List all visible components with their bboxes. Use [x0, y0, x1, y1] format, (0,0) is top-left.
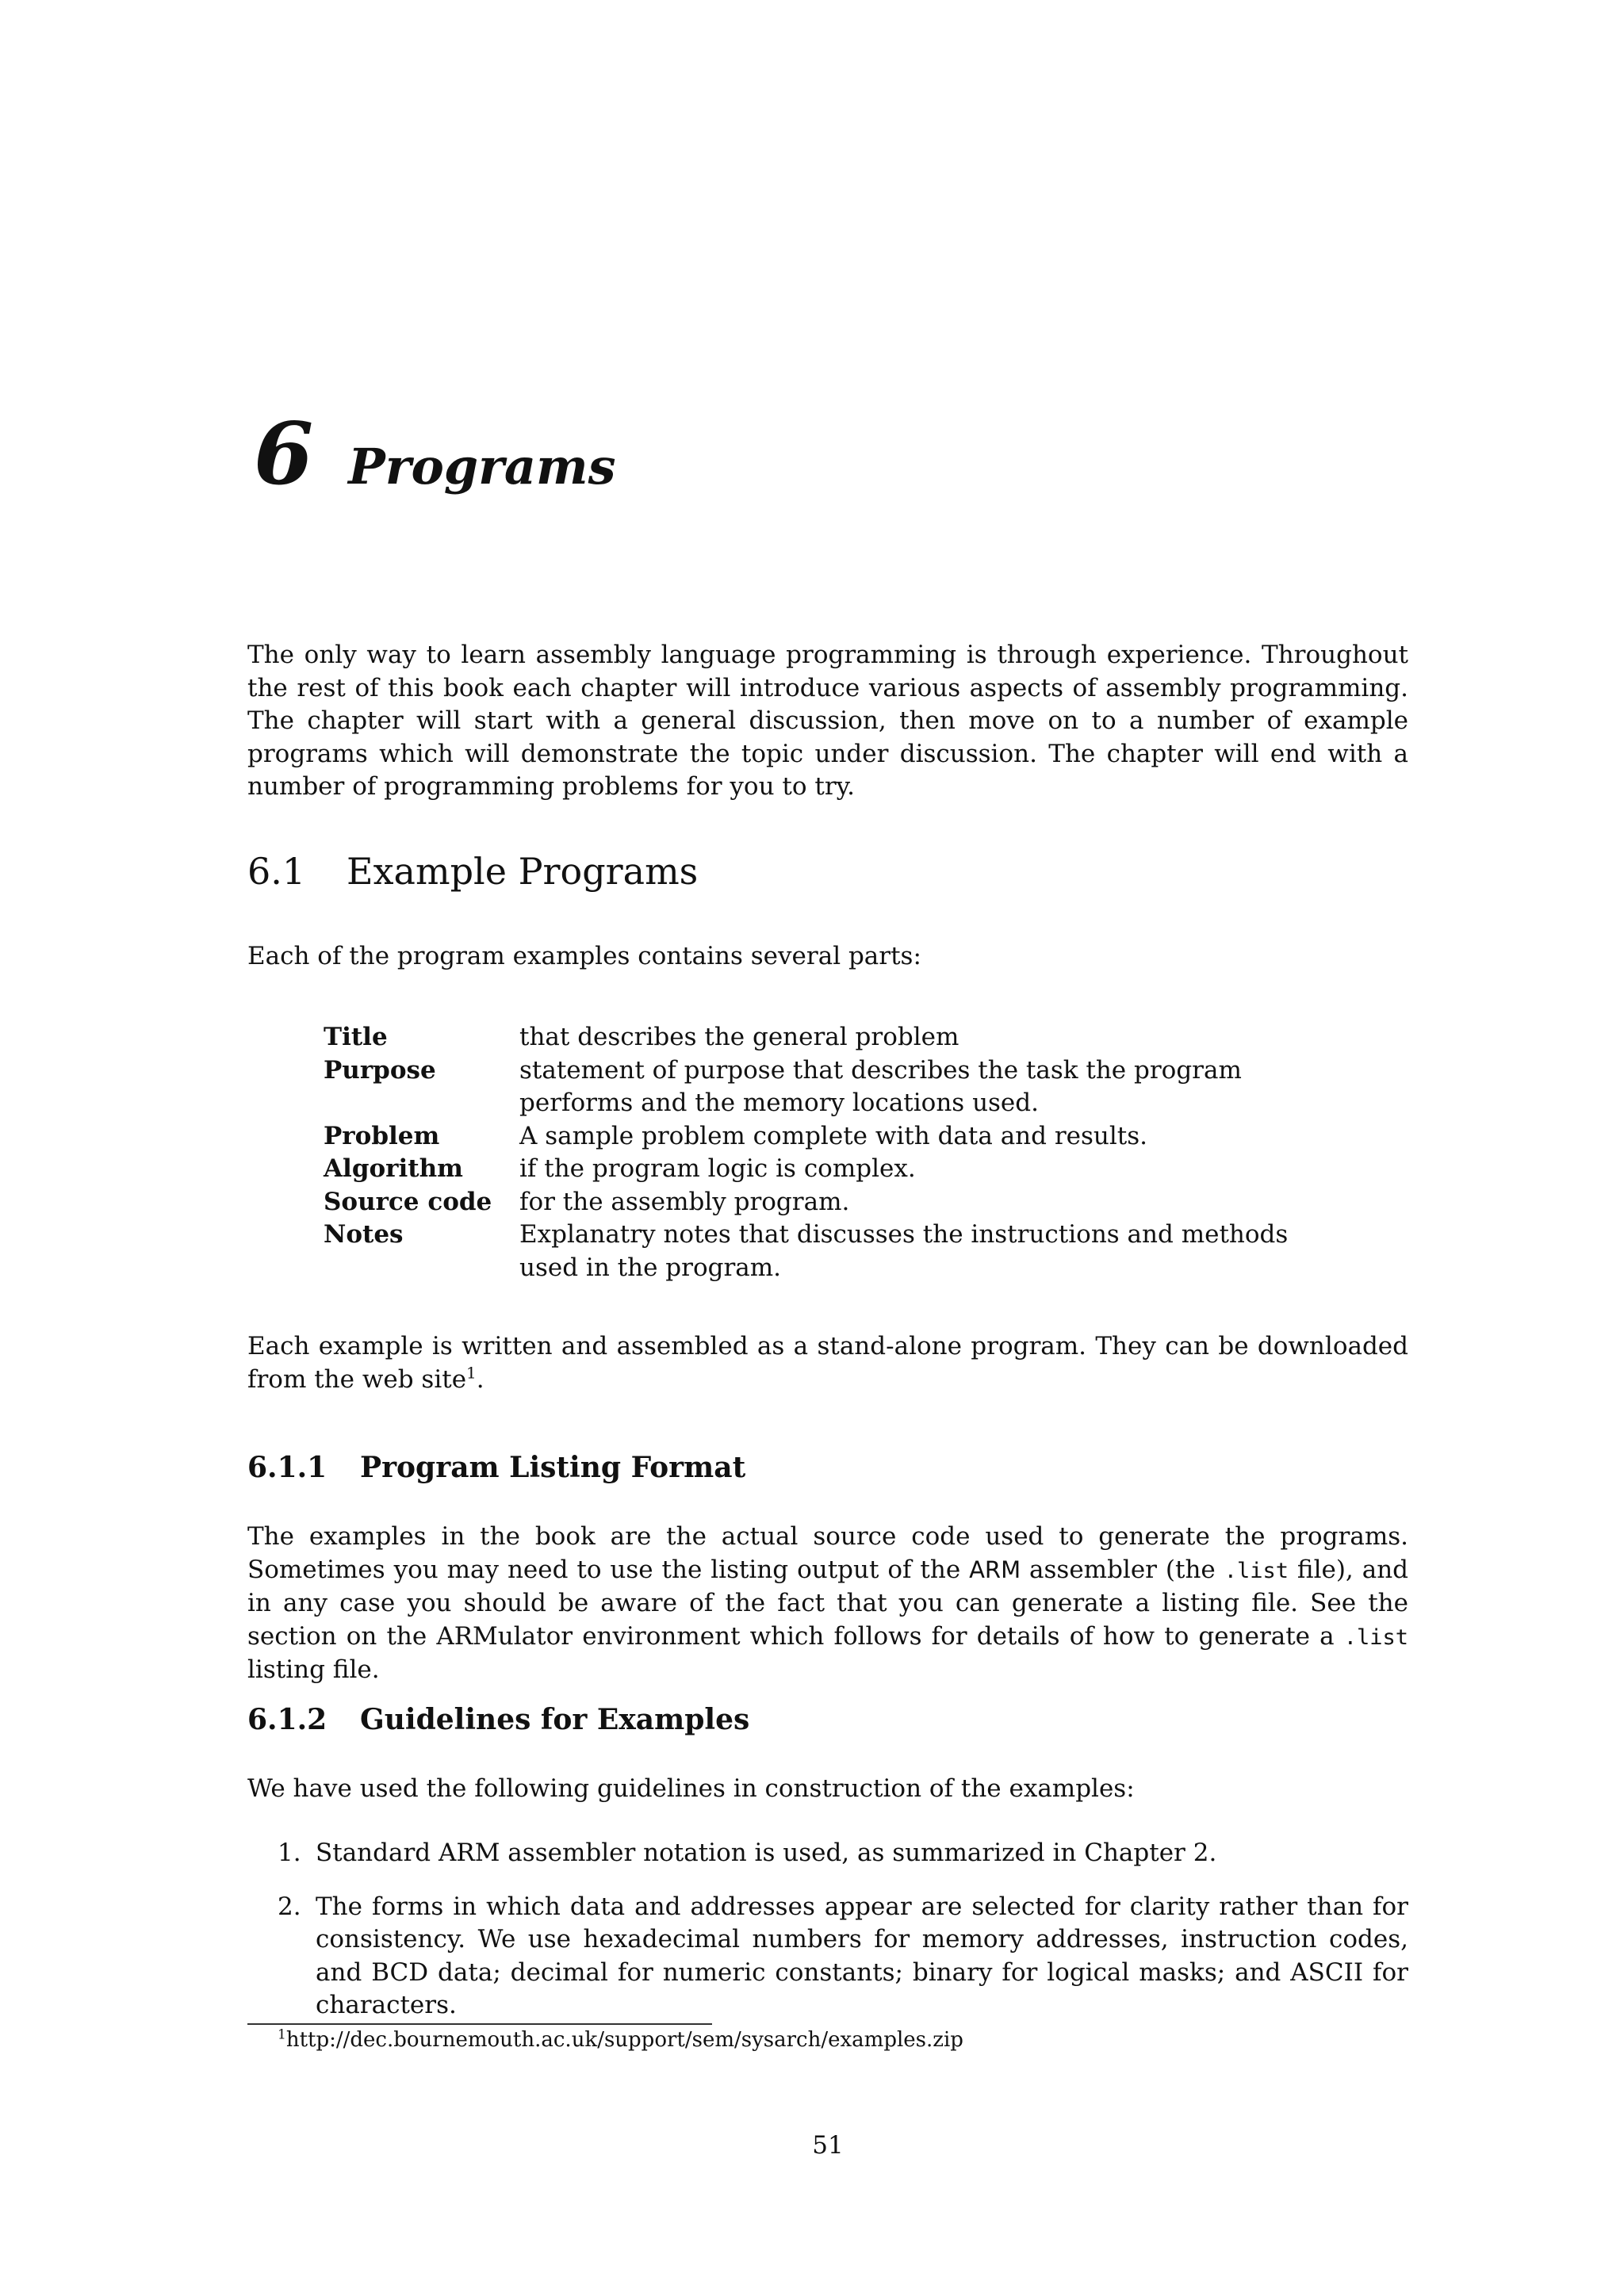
paragraph-text: The examples in the book are the actual source code used to generate the programs. Sometimes you may need to use the listing output of the [247, 1522, 1408, 1584]
parts-row [324, 1219, 1336, 1284]
page [247, 0, 1408, 2296]
part-term: Problem [324, 1121, 440, 1150]
parts-row [324, 1120, 1336, 1154]
list-file-code: .list [1224, 1558, 1289, 1583]
parts-row [324, 1021, 1336, 1054]
footnote-rule [247, 2023, 712, 2025]
footnote-url[interactable]: http://dec.bournemouth.ac.uk/support/sem/sysarch/examples.zip [285, 2028, 963, 2052]
closing-text: Each example is written and assembled as a stand-alone program. They can be downloaded from the web site [247, 1332, 1408, 1394]
part-term: Purpose [324, 1055, 436, 1085]
part-term: Source code [324, 1187, 492, 1216]
part-term: Notes [324, 1220, 404, 1249]
part-term: Algorithm [324, 1154, 463, 1183]
paragraph-text: assembler (the [1021, 1555, 1224, 1584]
subsection-heading-6-1-2 [247, 1703, 749, 1736]
part-definition: statement of purpose that describes the task the program performs and the memory locations used. [519, 1055, 1242, 1117]
list-item-text: Standard ARM assembler notation is used, as summarized in Chapter 2. [316, 1839, 1217, 1867]
subsection-title: Guidelines for Examples [360, 1703, 750, 1736]
chapter-number: 6 [254, 404, 314, 504]
guidelines-list [247, 1837, 1408, 2043]
part-definition: for the assembly program. [519, 1187, 850, 1216]
section-6-1-2-lead: We have used the following guidelines in construction of the examples: [247, 1774, 1135, 1803]
subsection-number: 6.1.2 [247, 1703, 327, 1736]
parts-row [324, 1153, 1336, 1186]
footnote-reference[interactable]: 1 [466, 1363, 477, 1383]
list-file-code: .list [1343, 1624, 1408, 1650]
closing-end: . [476, 1364, 485, 1394]
part-definition: that describes the general problem [519, 1023, 959, 1051]
arm-term: ARM [969, 1556, 1021, 1583]
part-definition: A sample problem complete with data and results. [519, 1121, 1148, 1150]
section-number: 6.1 [247, 850, 306, 893]
section-heading-6-1 [247, 850, 698, 893]
section-6-1-closing [247, 1330, 1408, 1396]
section-6-1-1-paragraph [247, 1521, 1408, 1687]
intro-paragraph: The only way to learn assembly language programming is through experience. Throughout the rest of this book each chapter will introduce various aspects of assembly programming. The chapter will start with a general discussion, then move on to a number of example programs which will demonstrate the topic under discussion. The chapter will end with a number of programming problems for you to try. [247, 641, 1408, 801]
footnote [278, 2026, 963, 2053]
chapter-title: Programs [348, 438, 616, 496]
list-item [247, 1837, 1408, 1870]
part-term: Title [324, 1023, 388, 1051]
chapter-heading [254, 404, 616, 504]
subsection-heading-6-1-1 [247, 1451, 745, 1484]
subsection-number: 6.1.1 [247, 1451, 327, 1484]
part-definition: Explanatry notes that discusses the instructions and methods used in the program. [519, 1220, 1289, 1282]
section-title: Example Programs [347, 850, 699, 893]
footnote-mark: 1 [278, 2026, 286, 2043]
list-marker: 2. [278, 1892, 301, 1921]
section-6-1-lead: Each of the program examples contains several parts: [247, 942, 921, 970]
page-number: 51 [812, 2131, 844, 2160]
subsection-title: Program Listing Format [360, 1451, 746, 1484]
list-item-text: The forms in which data and addresses appear are selected for clarity rather than for consistency. We use hexadecimal numbers for memory addresses, instruction codes, and BCD data; decimal for numeric constants; binary for logical masks; and ASCII for characters. [316, 1892, 1408, 2019]
parts-table [324, 1021, 1336, 1284]
paragraph-text: file), and in any case you should be aware of the fact that you can generate a listing file. See the section on the ARMulator environment which follows for details of how to generate a [247, 1555, 1408, 1651]
part-definition: if the program logic is complex. [519, 1154, 916, 1183]
paragraph-text: listing file. [247, 1655, 380, 1684]
list-marker: 1. [278, 1839, 301, 1867]
list-item [247, 1891, 1408, 2022]
parts-row [324, 1186, 1336, 1219]
parts-row [324, 1054, 1336, 1120]
